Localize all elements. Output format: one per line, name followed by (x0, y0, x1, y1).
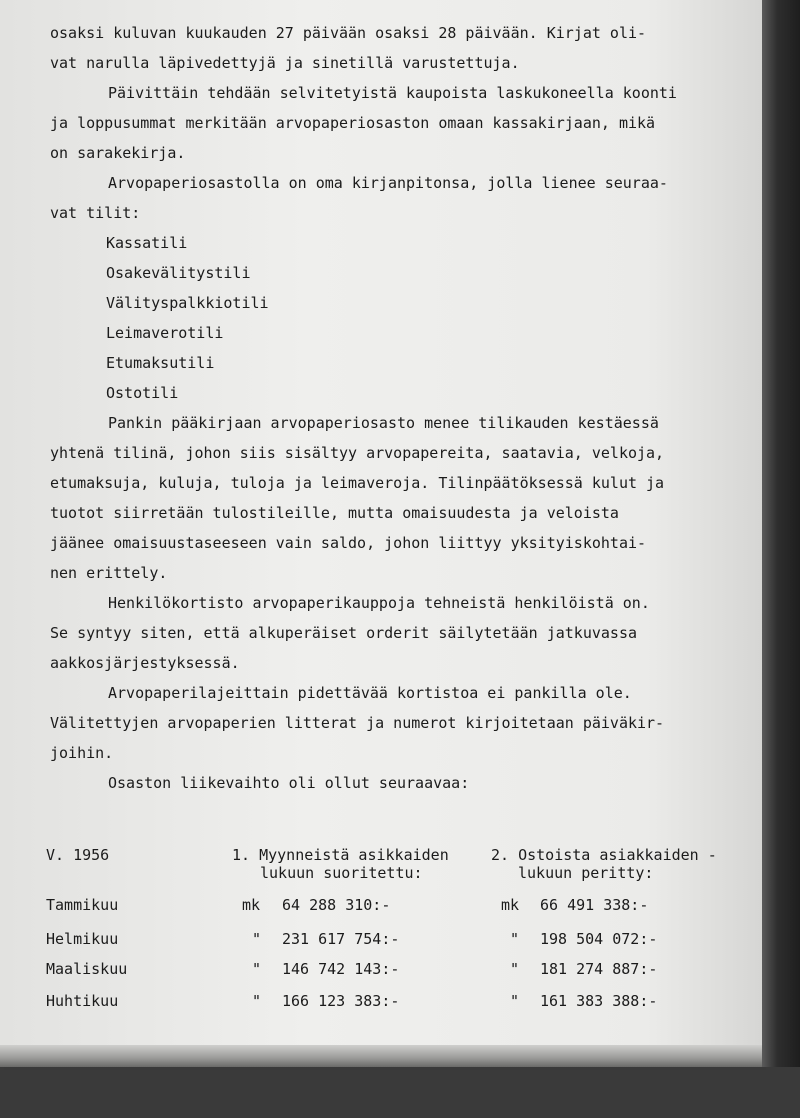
text-line: jäänee omaisuustaseeseen vain saldo, johon liittyy yksityiskohtai- (50, 534, 647, 552)
prefix-cell: " (510, 960, 520, 978)
prefix-cell: " (510, 930, 520, 948)
table-row (46, 960, 736, 988)
month-cell: Helmikuu (46, 930, 119, 948)
table-header (46, 864, 736, 892)
text-line: on sarakekirja. (50, 144, 186, 162)
prefix-cell: " (252, 992, 262, 1010)
account-item: Välityspalkkiotili (106, 294, 269, 312)
sales-value: 64 288 310:- (282, 896, 391, 914)
col2-header-line2: lukuun peritty: (518, 864, 654, 882)
text-line: Pankin pääkirjaan arvopaperiosasto menee tilikauden kestäessä (108, 414, 659, 432)
text-line: nen erittely. (50, 564, 168, 582)
year-label: V. 1956 (46, 846, 110, 864)
text-line: Henkilökortisto arvopaperikauppoja tehneistä henkilöistä on. (108, 594, 650, 612)
purchases-value: 181 274 887:- (540, 960, 658, 978)
text-line: vat narulla läpivedettyjä ja sinetillä varustettuja. (50, 54, 520, 72)
col1-header-line2: lukuun suoritettu: (260, 864, 423, 882)
text-line: ja loppusummat merkitään arvopaperiosaston omaan kassakirjaan, mikä (50, 114, 656, 132)
text-line: vat tilit: (50, 204, 141, 222)
text-line: joihin. (50, 744, 114, 762)
prefix-cell: mk (242, 896, 261, 914)
account-item: Osakevälitystili (106, 264, 251, 282)
purchases-value: 66 491 338:- (540, 896, 649, 914)
text-line: Välitettyjen arvopaperien litterat ja numerot kirjoitetaan päiväkir- (50, 714, 665, 732)
account-item: Ostotili (106, 384, 179, 402)
month-cell: Huhtikuu (46, 992, 119, 1010)
month-cell: Tammikuu (46, 896, 119, 914)
table-row (46, 896, 736, 924)
text-line: Osaston liikevaihto oli ollut seuraavaa: (108, 774, 470, 792)
col2-header-line1: 2. Ostoista asiakkaiden - (491, 846, 717, 864)
month-cell: Maaliskuu (46, 960, 128, 978)
account-item: Leimaverotili (106, 324, 224, 342)
purchases-value: 161 383 388:- (540, 992, 658, 1010)
prefix-cell: " (510, 992, 520, 1010)
account-item: Etumaksutili (106, 354, 215, 372)
prefix-cell: " (252, 960, 262, 978)
text-line: osaksi kuluvan kuukauden 27 päivään osaksi 28 päivään. Kirjat oli- (50, 24, 647, 42)
text-line: Arvopaperilajeittain pidettävää kortistoa ei pankilla ole. (108, 684, 632, 702)
table-row (46, 992, 736, 1020)
account-item: Kassatili (106, 234, 188, 252)
text-line: Se syntyy siten, että alkuperäiset orderit säilytetään jatkuvassa (50, 624, 637, 642)
text-line: yhtenä tilinä, johon siis sisältyy arvopapereita, saatavia, velkoja, (50, 444, 665, 462)
sales-value: 231 617 754:- (282, 930, 400, 948)
text-line: tuotot siirretään tulostileille, mutta omaisuudesta ja veloista (50, 504, 619, 522)
page-edge-shadow (762, 0, 800, 1067)
sales-value: 166 123 383:- (282, 992, 400, 1010)
prefix-cell: mk (501, 896, 520, 914)
table-row (46, 930, 736, 958)
purchases-value: 198 504 072:- (540, 930, 658, 948)
text-line: etumaksuja, kuluja, tuloja ja leimaveroja. Tilinpäätöksessä kulut ja (50, 474, 665, 492)
page-bottom-edge (0, 1045, 762, 1067)
text-line: Päivittäin tehdään selvitetyistä kaupoista laskukoneella koonti (108, 84, 677, 102)
typewritten-text (50, 18, 740, 798)
sales-value: 146 742 143:- (282, 960, 400, 978)
prefix-cell: " (252, 930, 262, 948)
col1-header-line1: 1. Myynneistä asikkaiden (232, 846, 449, 864)
text-line: Arvopaperiosastolla on oma kirjanpitonsa, jolla lienee seuraa- (108, 174, 668, 192)
text-line: aakkosjärjestyksessä. (50, 654, 240, 672)
